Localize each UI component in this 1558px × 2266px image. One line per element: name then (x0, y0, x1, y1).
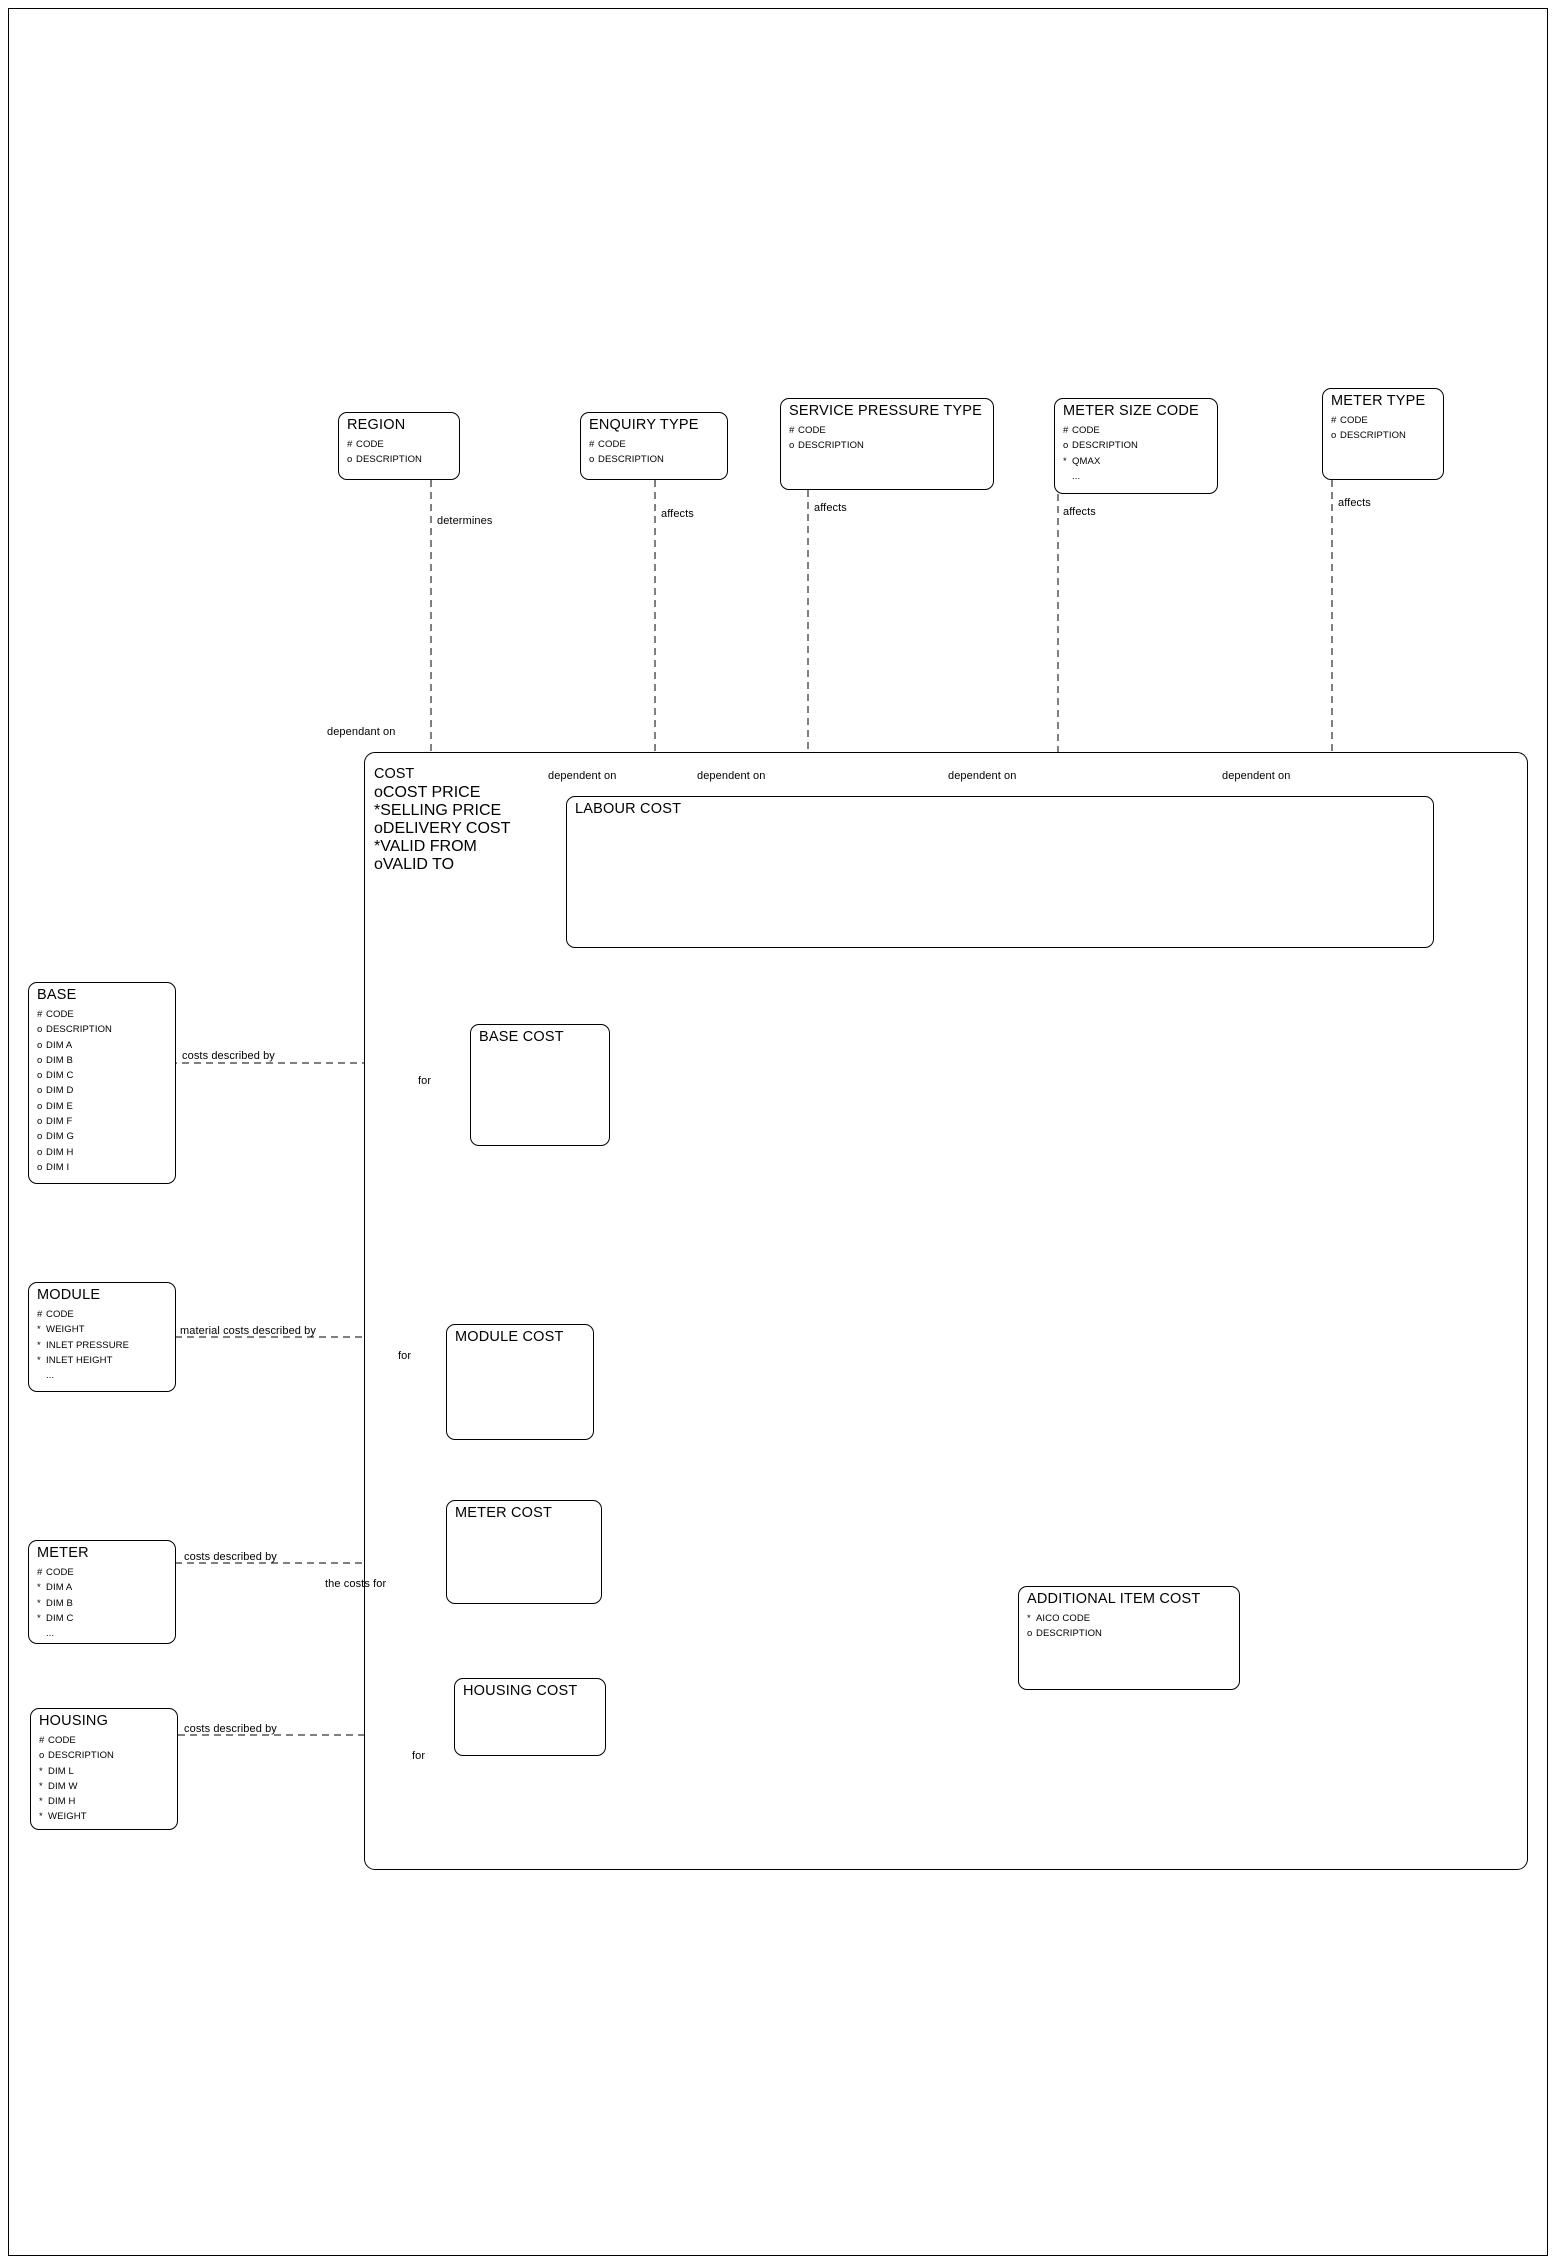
attr-row (39, 1748, 114, 1763)
attr-text: CODE (46, 1309, 74, 1320)
attr-mark: o (37, 1024, 43, 1036)
attr-row (589, 452, 664, 467)
attr-mark: o (37, 1070, 43, 1082)
entity-meter-cost[interactable] (446, 1500, 602, 1604)
attr-text: CODE (598, 439, 626, 450)
attr-row (37, 1596, 74, 1611)
attr-mark: * (1063, 455, 1067, 467)
attr-mark: * (37, 1582, 41, 1594)
entity-meter-size-code-name: METER SIZE CODE (1063, 403, 1199, 419)
rel-label-dependent-on-meter-type: dependent on (1222, 770, 1291, 782)
attr-mark: # (347, 439, 353, 450)
attr-row (347, 437, 422, 452)
attr-row (37, 1307, 129, 1322)
attr-row (1331, 428, 1406, 443)
rel-label-housing-costs-described-by: costs described by (184, 1723, 277, 1735)
entity-enquiry-type-attrs (589, 437, 664, 468)
attr-text: CODE (46, 1567, 74, 1578)
attr-mark: o (789, 440, 795, 452)
attr-text: DIM I (46, 1161, 70, 1173)
entity-cost-attrs (374, 784, 510, 874)
attr-row (1063, 454, 1138, 469)
attr-mark: * (374, 838, 381, 855)
attr-mark: * (37, 1354, 41, 1366)
attr-mark: # (37, 1009, 43, 1020)
attr-text: VALID TO (382, 856, 455, 873)
attr-text: COST PRICE (382, 784, 481, 801)
entity-meter-attrs (37, 1565, 74, 1641)
rel-label-housing-for: for (412, 1750, 426, 1762)
attr-mark: o (1331, 430, 1337, 442)
attr-mark: o (37, 1039, 43, 1051)
entity-module-attrs (37, 1307, 129, 1383)
attr-mark: * (39, 1765, 43, 1777)
attr-text: WEIGHT (48, 1811, 87, 1823)
entity-base[interactable] (28, 982, 176, 1184)
rel-label-affects-service-pressure: affects (814, 502, 847, 514)
rel-label-base-for: for (418, 1075, 432, 1087)
attr-text: CODE (48, 1735, 76, 1746)
rel-label-determines: determines (437, 515, 493, 527)
attr-row (37, 1083, 112, 1098)
entity-additional-item-cost[interactable] (1018, 1586, 1240, 1690)
attr-row (37, 1368, 129, 1383)
entity-region-name: REGION (347, 417, 406, 433)
attr-text: INLET HEIGHT (46, 1354, 113, 1366)
attr-text: ... (1072, 470, 1081, 482)
attr-text: DIM A (46, 1582, 73, 1594)
attr-text: CODE (356, 439, 384, 450)
attr-row (37, 1565, 74, 1580)
attr-text: DESCRIPTION (48, 1750, 115, 1762)
attr-text: DESCRIPTION (1072, 440, 1139, 452)
attr-text: DIM F (46, 1116, 73, 1128)
attr-text: DIM H (48, 1796, 76, 1808)
attr-row (374, 802, 510, 820)
entity-additional-item-cost-attrs (1027, 1611, 1102, 1642)
attr-text: ... (46, 1370, 55, 1382)
attr-row (1331, 413, 1406, 428)
attr-mark: # (789, 425, 795, 436)
entity-region-attrs (347, 437, 422, 468)
rel-label-module-material-costs-described-by: material costs described by (180, 1325, 316, 1337)
attr-mark: # (1331, 415, 1337, 426)
entity-meter[interactable] (28, 1540, 176, 1644)
entity-meter-type-attrs (1331, 413, 1406, 444)
attr-text: CODE (798, 425, 826, 436)
attr-text: CODE (1340, 415, 1368, 426)
attr-text: DIM E (46, 1100, 73, 1112)
attr-row (1063, 438, 1138, 453)
attr-row (39, 1809, 114, 1824)
attr-mark: * (39, 1780, 43, 1792)
rel-label-affects-enquiry: affects (661, 508, 694, 520)
entity-region[interactable] (338, 412, 460, 480)
attr-text: SELLING PRICE (380, 802, 502, 819)
rel-label-dependant-on: dependant on (327, 726, 396, 738)
attr-text: ... (46, 1628, 55, 1640)
entity-base-cost-name: BASE COST (479, 1029, 564, 1045)
attr-text: DIM C (46, 1070, 74, 1082)
entity-module-name: MODULE (37, 1287, 101, 1303)
attr-mark: o (39, 1750, 45, 1762)
attr-text: INLET PRESSURE (46, 1339, 130, 1351)
attr-mark: o (37, 1161, 43, 1173)
attr-mark: o (374, 820, 383, 837)
attr-row (374, 784, 510, 802)
attr-row (39, 1794, 114, 1809)
attr-row (1027, 1611, 1102, 1626)
rel-label-meter-costs-described-by: costs described by (184, 1551, 277, 1563)
attr-text: DESCRIPTION (356, 454, 423, 466)
attr-text: DESCRIPTION (598, 454, 665, 466)
rel-label-affects-meter-type: affects (1338, 497, 1371, 509)
rel-label-dependent-on-meter-size: dependent on (948, 770, 1017, 782)
rel-label-meter-the-costs-for: the costs for (325, 1578, 387, 1590)
rel-label-base-costs-described-by: costs described by (182, 1050, 275, 1062)
entity-housing-attrs (39, 1733, 114, 1825)
entity-additional-item-cost-name: ADDITIONAL ITEM COST (1027, 1591, 1201, 1607)
attr-text: DIM W (48, 1780, 78, 1792)
entity-module-cost[interactable] (446, 1324, 594, 1440)
entity-meter-size-code[interactable] (1054, 398, 1218, 494)
attr-mark: o (374, 856, 383, 873)
attr-mark: * (1027, 1613, 1031, 1624)
attr-text: DIM G (46, 1131, 74, 1143)
entity-cost-name: COST (374, 766, 415, 782)
entity-meter-type[interactable] (1322, 388, 1444, 480)
attr-row (37, 1068, 112, 1083)
entity-labour-cost[interactable] (566, 796, 1434, 948)
attr-text: VALID FROM (380, 838, 477, 855)
entity-labour-cost-name: LABOUR COST (575, 801, 682, 817)
attr-mark: o (347, 454, 353, 466)
attr-text: DIM L (48, 1765, 74, 1777)
attr-row (37, 1322, 129, 1337)
attr-row (37, 1580, 74, 1595)
entity-service-pressure-type-attrs (789, 423, 864, 454)
attr-row (39, 1779, 114, 1794)
entity-meter-size-code-attrs (1063, 423, 1138, 484)
attr-text: DIM A (46, 1039, 73, 1051)
entity-service-pressure-type-name: SERVICE PRESSURE TYPE (789, 403, 983, 419)
attr-row (37, 1129, 112, 1144)
attr-row (374, 856, 510, 874)
attr-row (39, 1764, 114, 1779)
rel-label-dependent-on-service-pressure: dependent on (697, 770, 766, 782)
attr-mark: o (37, 1085, 43, 1097)
entity-base-cost[interactable] (470, 1024, 610, 1146)
entity-meter-name: METER (37, 1545, 89, 1561)
attr-mark: # (37, 1309, 43, 1320)
entity-service-pressure-type[interactable] (780, 398, 994, 490)
attr-mark: o (374, 784, 383, 801)
attr-text: DESCRIPTION (46, 1024, 113, 1036)
attr-text: QMAX (1072, 455, 1101, 467)
attr-row (37, 1626, 74, 1641)
entity-meter-type-name: METER TYPE (1331, 393, 1426, 409)
attr-row (37, 1053, 112, 1068)
attr-row (374, 838, 510, 856)
attr-mark: o (1063, 440, 1069, 452)
entity-housing-cost[interactable] (454, 1678, 606, 1756)
attr-text: DIM D (46, 1085, 74, 1097)
entity-base-attrs (37, 1007, 112, 1175)
attr-text: DESCRIPTION (1036, 1628, 1103, 1640)
attr-row (589, 437, 664, 452)
attr-mark: o (37, 1146, 43, 1158)
attr-row (789, 438, 864, 453)
attr-mark: * (39, 1811, 43, 1823)
attr-mark: # (37, 1567, 43, 1578)
attr-mark: o (1027, 1628, 1033, 1640)
attr-row (37, 1611, 74, 1626)
attr-mark: o (37, 1054, 43, 1066)
entity-housing-cost-name: HOUSING COST (463, 1683, 578, 1699)
entity-base-name: BASE (37, 987, 77, 1003)
attr-text: AICO CODE (1036, 1613, 1091, 1624)
attr-text: WEIGHT (46, 1324, 85, 1336)
attr-mark: o (37, 1131, 43, 1143)
attr-mark: o (37, 1116, 43, 1128)
attr-text: DELIVERY COST (382, 820, 511, 837)
entity-cost-name-wrap (374, 766, 510, 872)
attr-row (37, 1353, 129, 1368)
attr-text: DIM B (46, 1597, 73, 1609)
attr-text: CODE (1072, 425, 1100, 436)
attr-mark: * (37, 1597, 41, 1609)
entity-module[interactable] (28, 1282, 176, 1392)
attr-text: DIM B (46, 1054, 73, 1066)
attr-row (789, 423, 864, 438)
attr-mark: * (39, 1796, 43, 1808)
rel-label-module-for: for (398, 1350, 412, 1362)
attr-row (37, 1099, 112, 1114)
attr-row (37, 1007, 112, 1022)
attr-mark: * (37, 1612, 41, 1624)
attr-mark: o (589, 454, 595, 466)
attr-row (37, 1114, 112, 1129)
attr-text: DIM C (46, 1612, 74, 1624)
attr-text: CODE (46, 1009, 74, 1020)
attr-row (37, 1038, 112, 1053)
attr-row (37, 1145, 112, 1160)
attr-row (37, 1022, 112, 1037)
entity-housing[interactable] (30, 1708, 178, 1830)
rel-label-dependent-on-enquiry: dependent on (548, 770, 617, 782)
entity-meter-cost-name: METER COST (455, 1505, 553, 1521)
attr-mark: * (37, 1324, 41, 1336)
attr-row (347, 452, 422, 467)
attr-row (1027, 1626, 1102, 1641)
attr-row (374, 820, 510, 838)
attr-row (39, 1733, 114, 1748)
rel-label-affects-meter-size: affects (1063, 506, 1096, 518)
attr-text: DIM H (46, 1146, 74, 1158)
entity-enquiry-type-name: ENQUIRY TYPE (589, 417, 699, 433)
attr-mark: # (589, 439, 595, 450)
entity-housing-name: HOUSING (39, 1713, 109, 1729)
attr-mark: * (37, 1339, 41, 1351)
attr-text: DESCRIPTION (1340, 430, 1407, 442)
attr-row (37, 1338, 129, 1353)
attr-row (37, 1160, 112, 1175)
entity-enquiry-type[interactable] (580, 412, 728, 480)
attr-row (1063, 469, 1138, 484)
attr-mark: # (39, 1735, 45, 1746)
entity-module-cost-name: MODULE COST (455, 1329, 564, 1345)
attr-text: DESCRIPTION (798, 440, 865, 452)
attr-mark: * (374, 802, 381, 819)
attr-row (1063, 423, 1138, 438)
attr-mark: # (1063, 425, 1069, 436)
attr-mark: o (37, 1100, 43, 1112)
